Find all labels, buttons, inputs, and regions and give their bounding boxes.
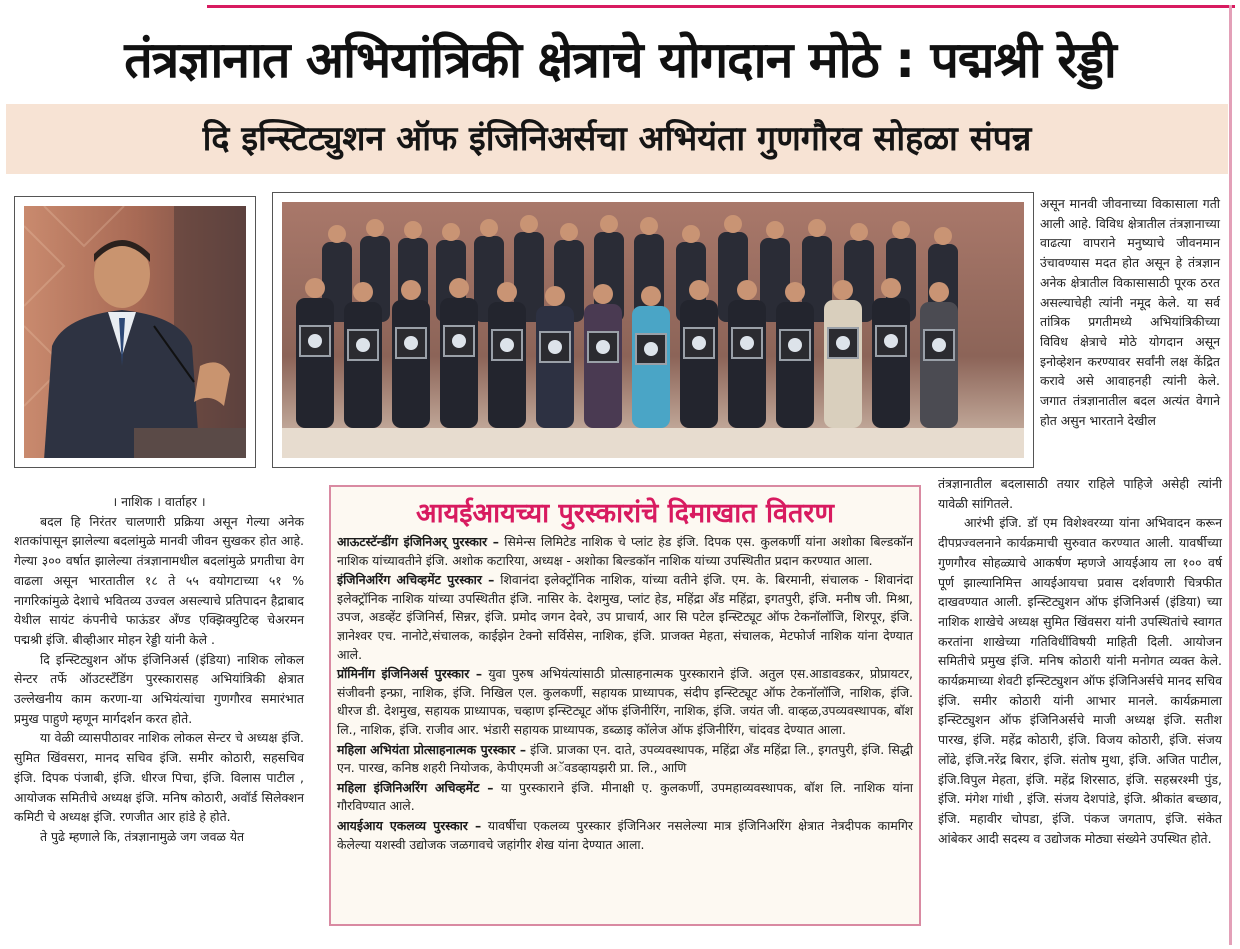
award-name: आयईआय एकलव्य पुरस्कार – (337, 817, 482, 833)
award-item (337, 665, 913, 739)
award-text: यावर्षीचा एकलव्य पुरस्कार इंजिनिअर नसलेल्या मात्र इंजिनिअरिंग क्षेत्रात नेत्रदीपक कामगिर केलेल्या यशस्वी उद्योजक जळगावचे जहांगीर शेख यांना देण्यात आला. (337, 817, 913, 852)
award-name: महिला अभियंता प्रोत्साहनात्मक पुरस्कार – (337, 741, 527, 757)
award-text: सिमेन्स लिमिटेड नाशिक चे प्लांट हेड इंजि. दिपक एस. कुलकर्णी यांना अशोका बिल्डकॉन नाशिक यांच्यावतीने इंजि. अशोक कटारिया, अध्यक्ष - अशोका बिल्डकॉन नाशिक यांच्या उपस्थितीत प्रदान करण्यात आला. (337, 534, 913, 568)
award-item (337, 741, 913, 778)
left-column (14, 492, 304, 847)
left-paragraph: बदल हि निरंतर चालणारी प्रक्रिया असून गेल्या अनेक शतकांपासून झालेल्या बदलांमुळे मानवी जीवन सुखकर होत आहे. गेल्या ३०० वर्षात झालेल्या तंत्रज्ञानामधील बदलांमुळे प्रगतीचा वेग वाढला असून भारतातील १८ ते ५५ वयोगटाच्या ५१ % नागरिकांमुळे देशाचे भवितव्य उज्वल असल्याचे प्रतिपादन हैद्राबाद येथील सायंट कंपनीचे फाऊंडर अँण्ड एक्झिक्युटिव्ह चेअरमन पद्मश्री इंजि. बीव्हीआर मोहन रेड्डी यांनी केले . (14, 513, 304, 647)
right-paragraph: आरंभी इंजि. डॉ एम विशेश्वरय्या यांना अभिवादन करून दीपप्रज्वलनाने कार्यक्रमाची सुरुवात करण्यात आली. यावर्षीच्या गुणगौरव सोहळ्याचे आकर्षण म्हणजे आयईआय ला १०० वर्ष पूर्ण झाल्यानिमित्त आयईआयचा प्रवास दर्शवणारी चित्रफीत दाखवण्यात आली. इन्स्टिट्युशन ऑफ इंजिनिअर्स (इंडिया) च्या नाशिक शाखेचे अध्यक्ष सुमित खिंवसरा यांनी उपस्थितांचे स्वागत करतांना शाखेच्या गतिविधींविषयी माहिती दिली. आयोजन समितीचे प्रमुख इंजि. मनिष कोठारी यांनी मनोगत व्यक्त केले. कार्यक्रमाच्या शेवटी इन्स्टिट्युशन ऑफ इंजिनिअर्सचे मानद सचिव इंजि. समीर कोठारी यांनी आभार मानले. कार्यक्रमाला इन्स्टिट्युशन ऑफ इंजिनिअर्सचे माजी अध्यक्ष इंजि. सतीश पारख, इंजि. महेंद्र कोठारी, इंजि. विजय कोठारी, इंजि. संजय लोंढे, इंजि.नरेंद्र बिरार, इंजि. संतोष मुथा, इंजि. अजित पाटील, इंजि.विपुल मेहता, इंजि. महेंद्र शिरसाठ, इंजि. सहस्ररश्मी पुंड, इंजि. मंगेश गांधी , इंजि. संजय देशपांडे, इंजि. श्रीकांत बच्छाव, इंजि. महावीर चोपडा, इंजि. पंकज जगताप, इंजि. संकेत आंबेकर आदी सदस्य व उद्योजक मोठ्या संख्येने उपस्थित होते. (938, 515, 1222, 846)
award-name: प्रॉमिनींग इंजिनिअर्स पुरस्कार – (337, 666, 483, 682)
left-paragraph: ते पुढे म्हणाले कि, तंत्रज्ञानामुळे जग जवळ येत (40, 828, 245, 844)
dateline: । नाशिक । वार्ताहर । (112, 494, 206, 509)
left-paragraph: या वेळी व्यासपीठावर नाशिक लोकल सेन्टर चे अध्यक्ष इंजि. सुमित खिंवसरा, मानद सचिव इंजि. समीर कोठारी, सहसचिव इंजि. दिपक पंजाबी, इंजि. धीरज पिचा, इंजि. विलास पाटील , आयोजक समितीचे अध्यक्ष इंजि. मनिष कोठारी, अवॉर्ड सिलेक्शन कमिटी चे अध्यक्ष इंजि. रणजीत आर हांडे हे होते. (14, 730, 304, 825)
award-text: शिवानंदा इलेक्ट्रॉनिक नाशिक, यांच्या वतीने इंजि. एम. के. बिरमानी, संचालक - शिवानंदा इलेक्ट्रॉनिक नाशिक यांच्या उपस्थितीत इंजि. नासिर के. देशमुख, प्लांट हेड, महिंद्रा अँड महिंद्रा, इगतपुरी, इंजि. मनीष जी. मिश्रा, उपज, अडव्हेंट इंजिनिर्स, सिन्नर, इंजि. प्रमोद जगन देवरे, उप प्राचार्य, आर सि पटेल इन्स्टिट्यूट ऑफ टेकनॉलॉजि, शिरपूर, इंजि. ज्ञानेश्वर एच. नानोटे,संचालक, काईझेन टेक्नो सर्विसेस, नाशिक, इंजि. प्राजक्त मेहता, संचालक, मेटफोर्ज नाशिक यांना देण्यात आले. (337, 572, 913, 662)
award-text: इंजि. प्राजका एन. दाते, उपव्यवस्थापक, महिंद्रा अँड महिंद्रा लि., इगतपुरी, इंजि. सिद्धी एन. पारख, कनिष्ठ शहरी नियोजक, केपीएमजी अॅवडव्हायझरी प्रा. लि., आणि (337, 741, 913, 776)
award-item (337, 533, 913, 570)
award-name: इंजिनिअरिंग अचिव्हमेंट पुरस्कार – (337, 572, 495, 588)
award-name: महिला इंजिनिअरिंग अचिव्हमेंट – (337, 779, 494, 795)
top-rule (207, 5, 1235, 8)
award-item (337, 817, 913, 854)
right-column (938, 474, 1222, 848)
award-text: या पुरस्काराने इंजि. मीनाक्षी ए. कुलकर्णी, उपमहाव्यवस्थापक, बॉश लि. नाशिक यांना गौरविण्यात आले. (337, 779, 913, 814)
speaker-photo-image (24, 206, 246, 458)
speaker-at-podium-icon (24, 206, 246, 458)
awards-box-title: आयईआयच्या पुरस्कारांचे दिमाखात वितरण (416, 498, 834, 529)
speaker-photo (14, 196, 256, 468)
right-rule (1229, 5, 1232, 945)
award-item (337, 779, 913, 816)
award-recipients-group-icon (282, 202, 1024, 458)
subheadline: दि इन्स्टिट्युशन ऑफ इंजिनिअर्सचा अभियंता गुणगौरव सोहळा संपन्न (202, 119, 1032, 159)
headline: तंत्रज्ञानात अभियांत्रिकी क्षेत्राचे योगदान मोठे : पद्मश्री रेड्डी (124, 31, 1116, 89)
group-photo (272, 192, 1034, 468)
award-text: युवा पुरुष अभियंत्यांसाठी प्रोत्साहनात्मक पुरस्काराने इंजि. अतुल एस.आडावडकर, प्रोप्रायटर, संजीवनी इन्फ्रा, नाशिक, इंजि. निखिल एल. कुलकर्णी, सहायक प्राध्यापक, संदीप इन्स्टिट्यूट ऑफ टेकनॉलॉजि, नाशिक, इंजि. धीरज डी. देशमुख, सहायक प्राध्यापक, चव्हाण इन्स्टिट्यूट ऑफ इंजिनीरिंग, नाशिक, इंजि. जयंत जी. वाव्हळ,उपव्यवस्थापक, बॉश लि., नाशिक, इंजि. राजीव आर. भंडारी सहायक प्राध्यापक, डब्ळाइ कॉलेज ऑफ इंजिनीरिंग, चांदवड देण्यात आला. (337, 666, 913, 737)
left-paragraph: दि इन्स्टिट्युशन ऑफ इंजिनिअर्स (इंडिया) नाशिक लोकल सेन्टर तर्फे ऑउटस्टॅंडिंग पुरस्कारासह अभियांत्रिकी क्षेत्रात उल्लेखनीय काम करणा-या अभियंत्यांचा गुणगौरव समारंभात प्रमुख पाहुणे म्हणून मार्गदर्शन करत होते. (14, 651, 304, 726)
awards-box-body (337, 533, 913, 855)
right-paragraph: तंत्रज्ञानातील बदलासाठी तयार राहिले पाहिजे असेही त्यांनी यावेळी सांगितले. (938, 476, 1222, 511)
award-name: आऊटस्टॅन्डींग इंजिनिअर् पुरस्कार – (337, 534, 499, 549)
awards-box (329, 485, 921, 926)
group-photo-image (282, 202, 1024, 458)
award-item (337, 571, 913, 664)
right-column-top-text: असून मानवी जीवनाच्या विकासाला गती आली आहे. विविध क्षेत्रातील तंत्रज्ञानाच्या वाढत्या वापराने मनुष्याचे जीवनमान उंचावण्यास मदत होत असून हे तंत्रज्ञान अनेक क्षेत्रातील विकासासाठी पूरक ठरत असल्याचेही त्यांनी नमूद केले. या सर्व तांत्रिक प्रगतीमध्ये अभियांत्रिकीच्या विविध क्षेत्राचे मोठे योगदान असून इनोव्हेशन करण्यावर सर्वांनी लक्ष केंद्रित करावे असे आवाहनही त्यांनी केले. जगात तंत्रज्ञानातील बदल अत्यंत वेगाने होत असुन भारताने देखील (1040, 196, 1220, 428)
